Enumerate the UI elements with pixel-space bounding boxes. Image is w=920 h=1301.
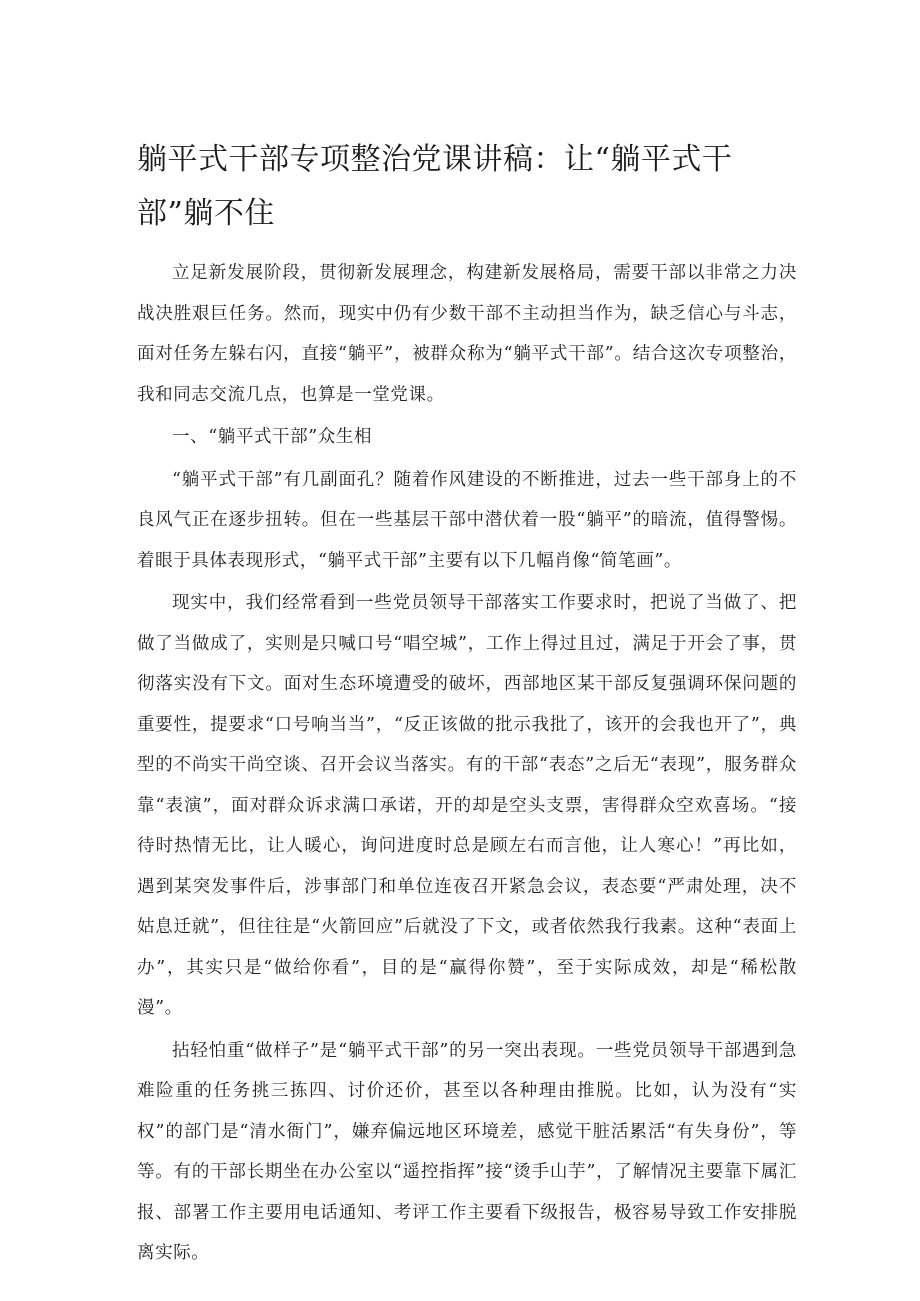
section-heading: 一、“躺平式干部”众生相 (172, 427, 373, 447)
intro-paragraph: 立足新发展阶段，贯彻新发展理念，构建新发展格局，需要干部以非常之力决战决胜艰巨任务。然而，现实中仍有少数干部不主动担当作为，缺乏信心与斗志，面对任务左躲右闪，直接“躺平”，被群众称为“躺平式干部”。结合这次专项整治，我和同志交流几点，也算是一堂党课。 (137, 263, 797, 405)
body-paragraph: “躺平式干部”有几副面孔？随着作风建设的不断推进，过去一些干部身上的不良风气正在逐步扭转。但在一些基层干部中潜伏着一股“躺平”的暗流，值得警惕。着眼于具体表现形式，“躺平式干部”主要有以下几幅肖像“简笔画”。 (137, 469, 797, 571)
body-paragraph: 拈轻怕重“做样子”是“躺平式干部”的另一突出表现。一些党员领导干部遇到急难险重的任务挑三拣四、讨价还价，甚至以各种理由推脱。比如，认为没有“实权”的部门是“清水衙门”，嫌弃偏远地区环境差，感觉干脏活累活“有失身份”，等等。有的干部长期坐在办公室以“遥控指挥”接“烫手山芋”，了解情况主要靠下属汇报、部署工作主要用电话通知、考评工作主要看下级报告，极容易导致工作安排脱离实际。 (137, 1040, 797, 1263)
body-paragraph: 现实中，我们经常看到一些党员领导干部落实工作要求时，把说了当做了、把做了当做成了，实则是只喊口号“唱空城”，工作上得过且过，满足于开会了事，贯彻落实没有下文。面对生态环境遭受的破坏，西部地区某干部反复强调环保问题的重要性，提要求“口号响当当”，“反正该做的批示我批了，该开的会我也开了”，典型的不尚实干尚空谈、召开会议当落实。有的干部“表态”之后无“表现”，服务群众靠“表演”，面对群众诉求满口承诺，开的却是空头支票，害得群众空欢喜场。“接待时热情无比，让人暖心，询问进度时总是顾左右而言他，让人寒心！”再比如，遇到某突发事件后，涉事部门和单位连夜召开紧急会议，表态要“严肃处理，决不姑息迁就”，但往往是“火箭回应”后就没了下文，或者依然我行我素。这种“表面上办”，其实只是“做给你看”，目的是“赢得你赞”，至于实际成效，却是“稀松散漫”。 (137, 593, 797, 1018)
document-body (137, 253, 797, 1276)
document-title: 躺平式干部专项整治党课讲稿：让“躺平式干部”躺不住 (137, 142, 733, 231)
